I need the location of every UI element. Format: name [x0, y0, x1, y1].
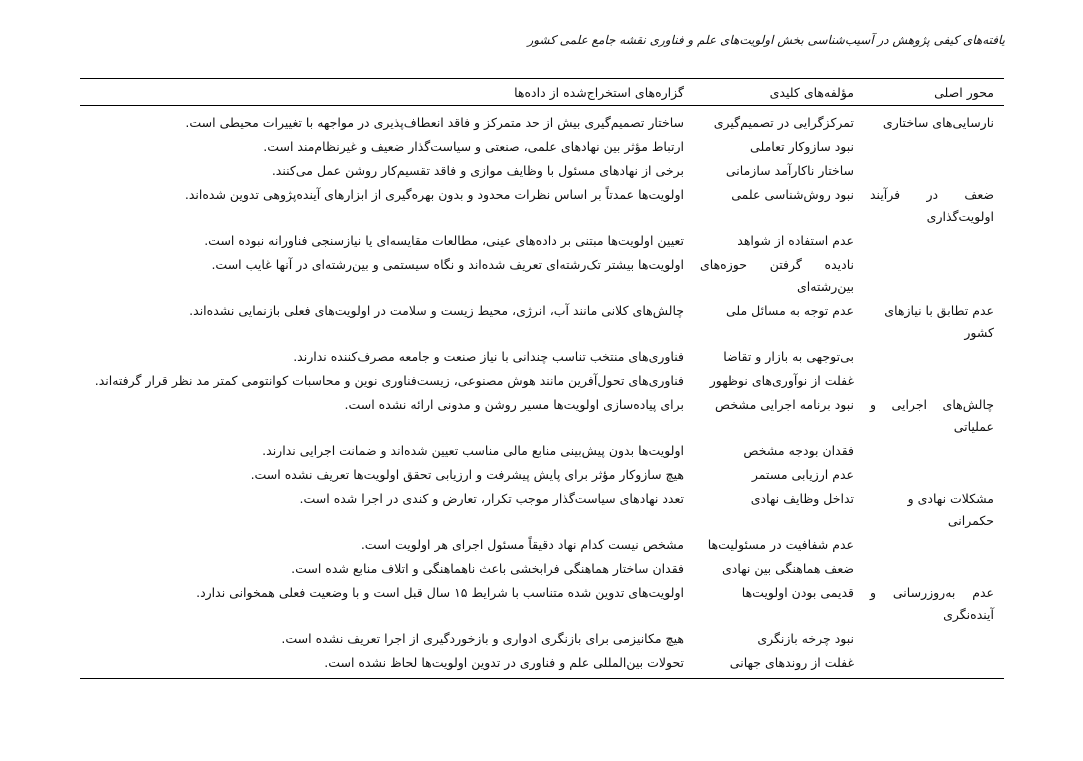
table-row — [80, 182, 1004, 228]
table-row — [80, 438, 1004, 462]
axis-cell — [864, 368, 1004, 392]
statement-cell: ارتباط مؤثر بین نهادهای علمی، صنعتی و سیاست‌گذار ضعیف و غیرنظام‌مند است. — [263, 139, 684, 154]
table-row — [80, 580, 1004, 626]
component-cell: ضعف هماهنگی بین نهادی — [722, 561, 854, 576]
component-cell: تداخل وظایف نهادی — [750, 491, 854, 506]
table-row — [80, 462, 1004, 486]
table-row — [80, 532, 1004, 556]
statement-cell: فناوری‌های تحول‌آفرین مانند هوش مصنوعی، زیست‌فناوری نوین و محاسبات کوانتومی کمتر مد نظر قرار گرفته‌اند. — [94, 373, 684, 388]
axis-cell — [864, 626, 1004, 650]
axis-cell — [864, 650, 1004, 679]
statement-cell: هیچ مکانیزمی برای بازنگری ادواری و بازخوردگیری از اجرا تعریف نشده است. — [281, 631, 684, 646]
axis-cell — [864, 252, 1004, 298]
axis-cell — [864, 438, 1004, 462]
table-row — [80, 650, 1004, 679]
statement-cell: تعدد نهادهای سیاست‌گذار موجب تکرار، تعارض و کندی در اجرا شده است. — [299, 491, 684, 506]
header-axis: محور اصلی — [864, 79, 1004, 106]
axis-cell — [864, 344, 1004, 368]
axis-cell: ضعف در فرآیند اولویت‌گذاری — [870, 187, 994, 224]
axis-cell: چالش‌های اجرایی و عملیاتی — [870, 397, 994, 434]
statement-cell: هیچ سازوکار مؤثر برای پایش پیشرفت و ارزیابی تحقق اولویت‌ها تعریف نشده است. — [250, 467, 684, 482]
component-cell: تمرکزگرایی در تصمیم‌گیری — [713, 115, 854, 130]
table-row — [80, 298, 1004, 344]
table-row — [80, 228, 1004, 252]
axis-cell: مشکلات نهادی و حکمرانی — [907, 491, 994, 528]
component-cell: نادیده گرفتن حوزه‌های بین‌رشته‌ای — [700, 257, 854, 294]
axis-cell — [864, 134, 1004, 158]
table-row — [80, 368, 1004, 392]
component-cell: عدم ارزیابی مستمر — [751, 467, 854, 482]
component-cell: نبود چرخه بازنگری — [757, 631, 854, 646]
table-row — [80, 392, 1004, 438]
table-row — [80, 626, 1004, 650]
component-cell: غفلت از روندهای جهانی — [694, 650, 864, 679]
component-cell: عدم شفافیت در مسئولیت‌ها — [707, 537, 854, 552]
statement-cell: اولویت‌ها عمدتاً بر اساس نظرات محدود و بدون بهره‌گیری از ابزارهای آینده‌پژوهی تدوین شده‌اند. — [184, 187, 684, 202]
table-header-row — [80, 79, 1004, 106]
statement-cell: چالش‌های کلانی مانند آب، انرژی، محیط زیست و سلامت در اولویت‌های فعلی بازنمایی نشده‌اند. — [189, 303, 684, 318]
statement-cell: مشخص نیست کدام نهاد دقیقاً مسئول اجرای هر اولویت است. — [360, 537, 684, 552]
table-row — [80, 344, 1004, 368]
component-cell: عدم استفاده از شواهد — [737, 233, 854, 248]
axis-cell: عدم به‌روزرسانی و آینده‌نگری — [870, 585, 994, 622]
statement-cell: برخی از نهادهای مسئول با وظایف موازی و فاقد تقسیم‌کار روشن عمل می‌کنند. — [271, 163, 684, 178]
component-cell: قدیمی بودن اولویت‌ها — [741, 585, 854, 600]
findings-table — [80, 78, 1004, 679]
component-cell: نبود برنامه اجرایی مشخص — [715, 397, 854, 412]
statement-cell: تحولات بین‌المللی علم و فناوری در تدوین اولویت‌ها لحاظ نشده است. — [80, 650, 694, 679]
statement-cell: فناوری‌های منتخب تناسب چندانی با نیاز صنعت و جامعه مصرف‌کننده ندارند. — [293, 349, 684, 364]
axis-cell — [864, 556, 1004, 580]
statement-cell: تعیین اولویت‌ها مبتنی بر داده‌های عینی، مطالعات مقایسه‌ای یا نیازسنجی فناورانه نبوده است. — [204, 233, 684, 248]
axis-cell: نارسایی‌های ساختاری — [882, 115, 994, 130]
component-cell: فقدان بودجه مشخص — [743, 443, 854, 458]
header-statements: گزاره‌های استخراج‌شده از داده‌ها — [80, 79, 694, 106]
statement-cell: ساختار تصمیم‌گیری بیش از حد متمرکز و فاقد انعطاف‌پذیری در مواجهه با تغییرات محیطی است. — [185, 115, 684, 130]
statement-cell: اولویت‌ها بدون پیش‌بینی منابع مالی مناسب تعیین شده‌اند و ضمانت اجرایی ندارند. — [262, 443, 684, 458]
component-cell: نبود روش‌شناسی علمی — [731, 187, 854, 202]
statement-cell: اولویت‌ها بیشتر تک‌رشته‌ای تعریف شده‌اند و نگاه سیستمی و بین‌رشته‌ای در آنها غایب است. — [211, 257, 684, 272]
header-components: مؤلفه‌های کلیدی — [694, 79, 864, 106]
table-row — [80, 556, 1004, 580]
axis-cell — [864, 532, 1004, 556]
statement-cell: اولویت‌های تدوین شده متناسب با شرایط ۱۵ سال قبل است و با وضعیت فعلی همخوانی ندارد. — [196, 585, 684, 600]
table-row — [80, 252, 1004, 298]
table-row — [80, 486, 1004, 532]
component-cell: ساختار ناکارآمد سازمانی — [725, 163, 854, 178]
statement-cell: فقدان ساختار هماهنگی فرابخشی باعث ناهماهنگی و اتلاف منابع شده است. — [291, 561, 684, 576]
table-caption: یافته‌های کیفی پژوهش در آسیب‌شناسی بخش اولویت‌های علم و فناوری نقشه جامع علمی کشور — [527, 33, 1005, 47]
axis-cell — [864, 462, 1004, 486]
table-row — [80, 106, 1004, 135]
axis-cell — [864, 158, 1004, 182]
component-cell: نبود سازوکار تعاملی — [750, 139, 854, 154]
table-row — [80, 158, 1004, 182]
axis-cell: عدم تطابق با نیازهای کشور — [884, 303, 994, 340]
component-cell: بی‌توجهی به بازار و تقاضا — [723, 349, 854, 364]
axis-cell — [864, 228, 1004, 252]
component-cell: عدم توجه به مسائل ملی — [725, 303, 854, 318]
table-row — [80, 134, 1004, 158]
component-cell: غفلت از نوآوری‌های نوظهور — [709, 373, 854, 388]
statement-cell: برای پیاده‌سازی اولویت‌ها مسیر روشن و مدونی ارائه نشده است. — [344, 397, 684, 412]
